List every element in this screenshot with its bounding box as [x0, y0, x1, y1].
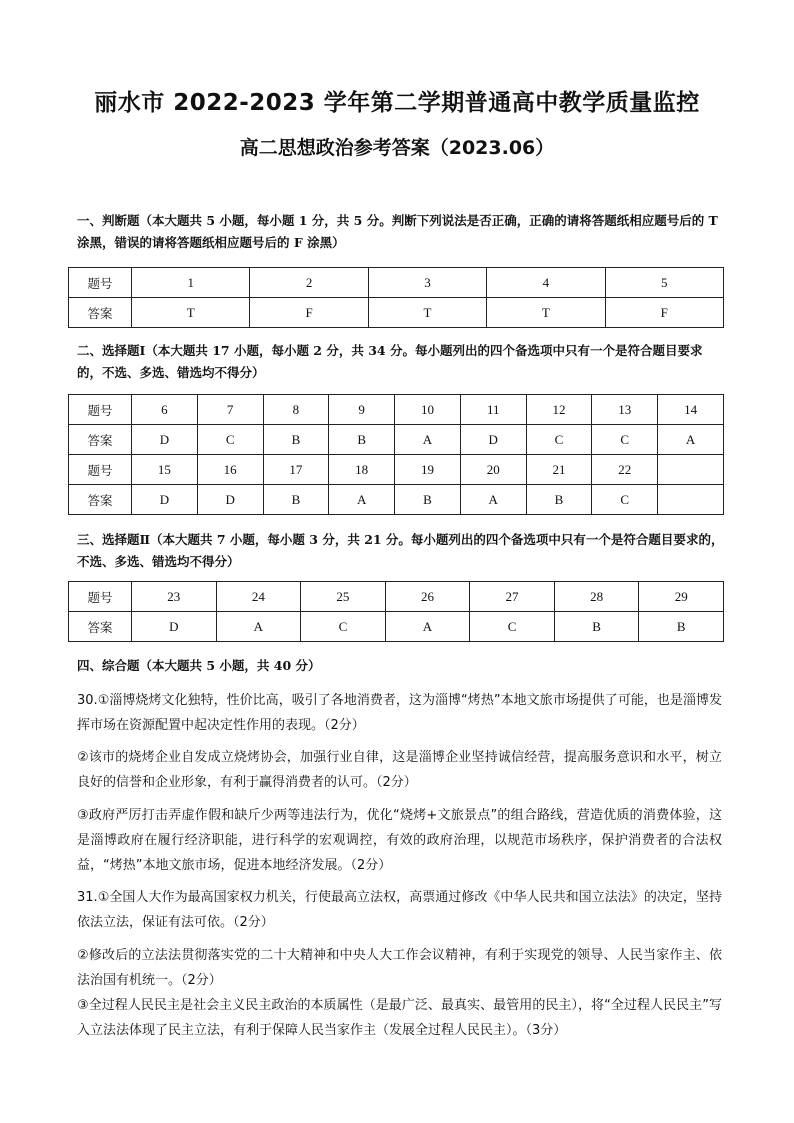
table-row: [69, 395, 724, 425]
answer-cell: B: [263, 485, 329, 515]
question-number-cell: 12: [526, 395, 592, 425]
question-label-cell: 题号: [69, 395, 132, 425]
answer-cell: D: [132, 485, 198, 515]
answer-cell: A: [395, 425, 461, 455]
question-number-cell: 8: [263, 395, 329, 425]
answer-cell: T: [368, 298, 486, 328]
answer-cell: D: [132, 425, 198, 455]
answer-cell: A: [216, 612, 301, 642]
question-number-cell: 25: [301, 582, 386, 612]
section1-heading: 一、判断题（本大题共 5 小题，每小题 1 分，共 5 分。判断下列说法是否正确，正确的请将答题纸相应题号后的 T 涂黑，错误的请将答题纸相应题号后的 F 涂黑）: [77, 213, 718, 250]
question-number-cell: 21: [526, 455, 592, 485]
question-number-cell: 15: [132, 455, 198, 485]
question-number-cell: 4: [487, 268, 605, 298]
table-row: [69, 455, 724, 485]
answer-label-cell: 答案: [69, 612, 132, 642]
question-number-cell: 7: [197, 395, 263, 425]
question-number-cell: 26: [385, 582, 470, 612]
question-label-cell: 题号: [69, 455, 132, 485]
question-label-cell: 题号: [69, 582, 132, 612]
question-number-cell: 5: [605, 268, 723, 298]
table-row: [69, 298, 724, 328]
table-row: [69, 582, 724, 612]
question-number-cell: 24: [216, 582, 301, 612]
question-number-cell: 1: [132, 268, 250, 298]
answer-cell: D: [197, 485, 263, 515]
question-number-cell: 13: [592, 395, 658, 425]
section4-heading: 四、综合题（本大题共 5 小题，共 40 分）: [77, 658, 321, 673]
question-number-cell: 14: [658, 395, 724, 425]
question-number-cell: 18: [329, 455, 395, 485]
question-number-cell: 17: [263, 455, 329, 485]
answer-30-part-3: ③政府严厉打击弄虚作假和缺斤少两等违法行为，优化“烧烤+文旅景点”的组合路线，营造优质的消费体验，这是淄博政府在履行经济职能，进行科学的宏观调控，有效的政府治理，以规范市场秩序，保护消费者的合法权益，“烤热”本地文旅市场，促进本地经济发展。（2分）: [77, 808, 722, 873]
answer-cell: C: [526, 425, 592, 455]
question-label-cell: 题号: [69, 268, 132, 298]
section3-heading: 三、选择题Ⅱ（本大题共 7 小题，每小题 3 分，共 21 分。每小题列出的四个备选项中只有一个是符合题目要求的，不选、多选、错选均不得分）: [77, 532, 724, 569]
document-subtitle: 高二思想政治参考答案（2023.06）: [239, 137, 555, 159]
answer-cell: T: [487, 298, 605, 328]
answer-cell: F: [605, 298, 723, 328]
section1-answer-table: [68, 267, 724, 328]
answer-cell: D: [132, 612, 217, 642]
answer-cell: C: [197, 425, 263, 455]
section3-answer-table: [68, 581, 724, 642]
answer-cell: C: [592, 425, 658, 455]
question-number-cell: 22: [592, 455, 658, 485]
question-number-cell: 19: [395, 455, 461, 485]
answer-label-cell: 答案: [69, 485, 132, 515]
question-number-cell: 20: [460, 455, 526, 485]
question-number-cell: 2: [250, 268, 368, 298]
question-number-cell: 28: [554, 582, 639, 612]
answer-cell: A: [385, 612, 470, 642]
question-number-cell: 6: [132, 395, 198, 425]
table-row: [69, 425, 724, 455]
answer-cell: B: [395, 485, 461, 515]
answer-label-cell: 答案: [69, 425, 132, 455]
answer-31-part-2: ②修改后的立法法贯彻落实党的二十大精神和中央人大工作会议精神，有利于实现党的领导、人民当家作主、依法治国有机统一。（2分）: [77, 948, 722, 988]
document-title: 丽水市 2022-2023 学年第二学期普通高中教学质量监控: [94, 90, 700, 116]
section2-heading: 二、选择题Ⅰ（本大题共 17 小题，每小题 2 分，共 34 分。每小题列出的四个备选项中只有一个是符合题目要求的，不选、多选、错选均不得分）: [77, 343, 703, 380]
answer-cell: C: [470, 612, 555, 642]
section2-answer-table: [68, 394, 724, 515]
answer-cell: B: [526, 485, 592, 515]
answer-cell: B: [639, 612, 724, 642]
answer-cell: C: [301, 612, 386, 642]
answer-label-cell: 答案: [69, 298, 132, 328]
answer-30-part-2: ②该市的烧烤企业自发成立烧烤协会，加强行业自律，这是淄博企业坚持诚信经营，提高服务意识和水平，树立良好的信誉和企业形象，有利于赢得消费者的认可。（2分）: [77, 750, 722, 790]
answer-cell: D: [460, 425, 526, 455]
question-number-cell: 3: [368, 268, 486, 298]
table-row: [69, 485, 724, 515]
question-number-cell: 10: [395, 395, 461, 425]
question-number-cell: 23: [132, 582, 217, 612]
answer-cell: C: [592, 485, 658, 515]
answer-cell: B: [554, 612, 639, 642]
question-number-cell: 9: [329, 395, 395, 425]
table-row: [69, 268, 724, 298]
question-number-cell: 16: [197, 455, 263, 485]
answer-cell: B: [263, 425, 329, 455]
empty-cell: [658, 455, 724, 485]
answer-cell: A: [460, 485, 526, 515]
empty-cell: [658, 485, 724, 515]
answer-cell: T: [132, 298, 250, 328]
answer-cell: F: [250, 298, 368, 328]
question-number-cell: 11: [460, 395, 526, 425]
question-number-cell: 27: [470, 582, 555, 612]
table-row: [69, 612, 724, 642]
answer-31-part-1: 31.①全国人大作为最高国家权力机关，行使最高立法权，高票通过修改《中华人民共和国立法法》的决定，坚持依法立法，保证有法可依。（2分）: [77, 890, 722, 930]
answer-cell: A: [658, 425, 724, 455]
question-number-cell: 29: [639, 582, 724, 612]
answer-cell: B: [329, 425, 395, 455]
answer-31-part-3: ③全过程人民民主是社会主义民主政治的本质属性（是最广泛、最真实、最管用的民主），将“全过程人民民主”写入立法法体现了民主立法，有利于保障人民当家作主（发展全过程人民民主）。（3分）: [77, 998, 722, 1038]
answer-cell: A: [329, 485, 395, 515]
answer-30-part-1: 30.①淄博烧烤文化独特，性价比高，吸引了各地消费者，这为淄博“烤热”本地文旅市场提供了可能，也是淄博发挥市场在资源配置中起决定性作用的表现。（2分）: [77, 693, 722, 733]
